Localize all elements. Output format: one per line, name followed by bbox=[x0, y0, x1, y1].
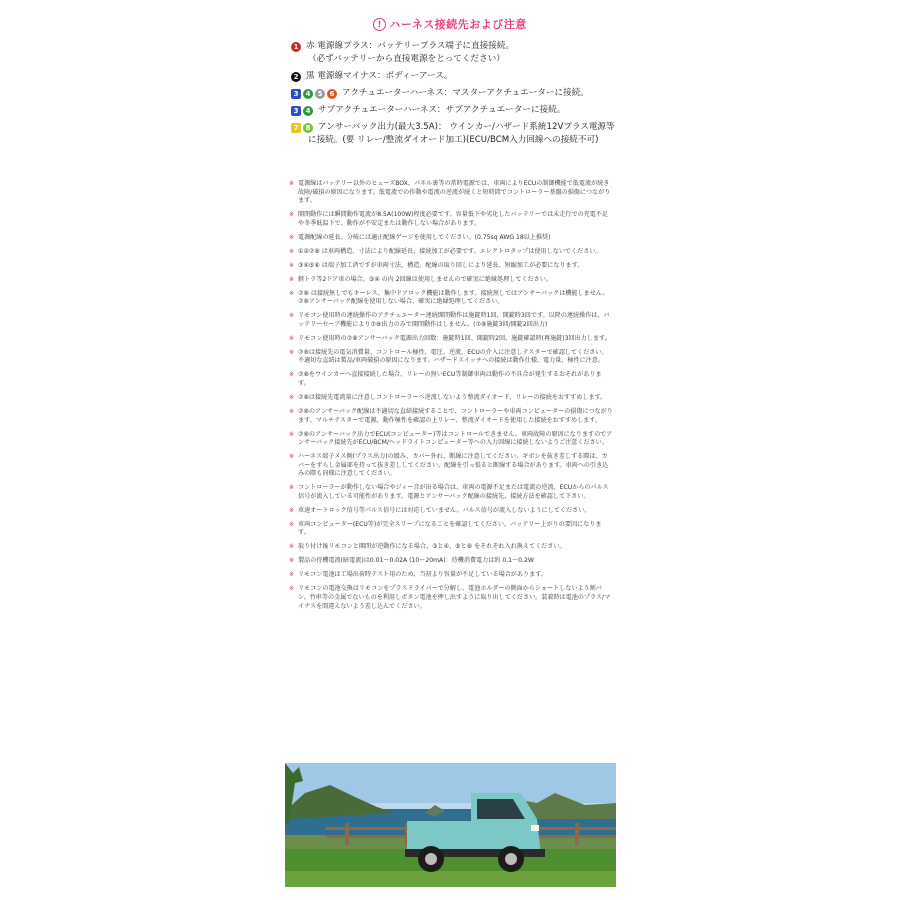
note-item bbox=[289, 335, 613, 344]
truck-photo bbox=[285, 763, 616, 887]
wire-number-badge: 4 bbox=[303, 106, 313, 116]
note-item bbox=[289, 211, 613, 228]
note-text: ⑦⑧のアンサーバック配線は不適切な直結接続することで、コントローラーや車両コンピューターの損傷につながります。マルチテスターで電源、動作極性を確認の上リレー、整流ダイオードを使用した接続をおすすめします。 bbox=[298, 407, 613, 424]
note-text: リモコン使用時の⑦⑧アンサーバック電源出力回数：施錠時1回、開錠時2回、施錠確認時(再施錠)3回出力します。 bbox=[298, 334, 611, 342]
note-mark: ※ bbox=[289, 211, 295, 219]
note-mark: ※ bbox=[289, 312, 295, 320]
caution-notes bbox=[289, 180, 613, 617]
wiring-line bbox=[291, 40, 621, 53]
note-mark: ※ bbox=[289, 233, 295, 241]
note-item bbox=[289, 507, 613, 516]
note-text: リモコンの電池交換はリモコンをプラスドライバーで分解し、電池ホルダーの側面からショートしないよう割バシ、竹串等の金属でないものを利用しボタン電池を押し出すように取り出してください。装着時は電池のプラス/マイナスを間違えないよう差し込んでください。 bbox=[298, 585, 611, 610]
note-mark: ※ bbox=[289, 334, 295, 342]
note-mark: ※ bbox=[289, 453, 295, 461]
note-text: ⑦⑧は接続先の電気消費量、コントロール極性、電圧、逆流、ECUの介入に注意しテスターで確認してください。不適切な直結は製品/車両破損の原因になります。ハザードスイッチへの接続は動作仕様、電力量、極性に注意。 bbox=[298, 348, 608, 365]
wiring-line bbox=[291, 104, 621, 117]
wiring-row bbox=[291, 40, 621, 66]
note-mark: ※ bbox=[289, 557, 295, 565]
note-item bbox=[289, 394, 613, 403]
note-text: コントローラーが動作しない場合やジィー音が出る場合は、車両の電源不足または電流の逆流、ECUからのパルス信号が流入している可能性があります。電源とアンサーバック配線の接続先、接続方法を確認して下さい。 bbox=[298, 484, 609, 500]
note-mark: ※ bbox=[289, 348, 295, 356]
wire-number-badge: 8 bbox=[303, 123, 313, 133]
wire-number-badge: 3 bbox=[291, 106, 301, 116]
section-title bbox=[0, 16, 900, 32]
note-item bbox=[289, 180, 613, 206]
note-text: ⑦⑧のアンサーバック出力でECU(コンピューター)等はコントロールできません。車両故障の原因になりますのでアンサーバック接続先がECU/BCM/ヘッドライトコンピューター等への入力回線に接続しないようご注意ください。 bbox=[298, 430, 613, 447]
wiring-text: サブアクチュエーターハーネス：サブアクチュエーターに接続。 bbox=[318, 105, 566, 115]
note-mark: ※ bbox=[289, 289, 295, 297]
wire-number-badge: 2 bbox=[291, 72, 301, 82]
note-item bbox=[289, 484, 613, 501]
note-text: 開閉動作には瞬間動作電流が8.5A(100W)程度必要です。容量低下や劣化したバッテリーでは未走行での充電不足や冬季低温下で、動作が不安定または動作しない場合があります。 bbox=[298, 211, 609, 227]
exclamation-circle-icon: ! bbox=[373, 18, 386, 31]
wiring-row bbox=[291, 87, 621, 100]
wiring-text: 黒 電源線マイナス：ボディーアース。 bbox=[306, 71, 453, 81]
note-text: ③④⑤⑥ は端子加工済ですが車両寸法、構造、配線の取り回しにより延長、短縮加工が必要になります。 bbox=[298, 261, 584, 269]
note-item bbox=[289, 290, 613, 307]
wiring-text: アクチュエーターハーネス：マスターアクチュエーターに接続。 bbox=[342, 88, 589, 98]
note-item bbox=[289, 557, 613, 566]
note-text: ①②⑦⑧ は車両構造、寸法により配線延長、接続加工が必要です。エレクトロタップは使用しないでください。 bbox=[298, 247, 602, 255]
wiring-line bbox=[291, 121, 621, 134]
note-item bbox=[289, 453, 613, 479]
note-item bbox=[289, 349, 613, 366]
wire-number-badge: 5 bbox=[315, 89, 325, 99]
note-mark: ※ bbox=[289, 543, 295, 551]
note-mark: ※ bbox=[289, 275, 295, 283]
note-mark: ※ bbox=[289, 506, 295, 514]
wiring-row bbox=[291, 104, 621, 117]
note-text: ハーネス端子メス側(プラス出力)の緩み、カバー外れ、断線に注意してください。ギボシを抜き差しする際は、カバーをずらし金属部を持って抜き差ししてください。配線を引っ張ると断線する場合があります。車両への引き込みの際も同様に注意してください。 bbox=[298, 453, 609, 478]
note-text: 電源配線の延長、分岐には適正配線ゲージを使用してください。(0.75sq AWG 18以上推奨) bbox=[298, 233, 551, 241]
note-text: 取り付け後リモコンと開閉が逆動作になる場合、③と④、⑤と⑥ をそれぞれ入れ換えてください。 bbox=[298, 543, 566, 551]
wire-number-badge: 4 bbox=[303, 89, 313, 99]
note-mark: ※ bbox=[289, 484, 295, 492]
note-mark: ※ bbox=[289, 247, 295, 255]
note-text: リモコン電池は工場出荷時テスト用のため、当初より容量が不足している場合があります。 bbox=[298, 571, 547, 579]
wire-number-badge: 1 bbox=[291, 42, 301, 52]
note-text: 軽トラ等2ドア車の場合、③④ の内 2回線は使用しませんので確実に絶縁処理してください。 bbox=[298, 275, 552, 283]
note-item bbox=[289, 571, 613, 580]
note-item bbox=[289, 248, 613, 257]
note-text: ⑦⑧ は接続無しでもキーレス、集中ドアロック機能は動作します。接続無しではアンサーバックは機能しません。⑦⑧アンサーバック配線を使用しない場合、確実に絶縁処理してください。 bbox=[298, 289, 609, 306]
note-item bbox=[289, 543, 613, 552]
note-item bbox=[289, 234, 613, 243]
note-item bbox=[289, 408, 613, 425]
section-title-text: ハーネス接続先および注意 bbox=[389, 18, 527, 31]
wiring-subtext: に接続。(要 リレー/整流ダイオード加工)(ECU/BCM入力回線への接続不可) bbox=[308, 135, 599, 145]
note-mark: ※ bbox=[289, 520, 295, 528]
note-item bbox=[289, 276, 613, 285]
wire-number-badge: 3 bbox=[291, 89, 301, 99]
note-mark: ※ bbox=[289, 585, 295, 593]
note-text: 電源線はバッテリー以外のヒューズBOX、パネル裏等の常時電源では、車両によりECUの制御機能で低電流が続き故障/破損の原因になります。低電流での作動や電流の逆流が続くと短時間でコントローラー基盤の損傷につながります。 bbox=[298, 180, 611, 205]
note-text: ⑦⑧をウインカーへ直接接続した場合、リレーの無いECU等制御車両は動作の不具合が発生するおそれがあります。 bbox=[298, 371, 602, 387]
wire-number-badge: 7 bbox=[291, 123, 301, 133]
wiring-list bbox=[291, 40, 621, 151]
wiring-row bbox=[291, 121, 621, 147]
note-text: リモコン使用時の連続操作のアクチュエーター連続開閉動作は施錠時1回、開錠時3回です。以降の連続操作は、バッテリーセーブ機能により⑦⑧出力のみで開閉動作はしません。(⑦⑧施錠3回/開錠2回出力) bbox=[298, 312, 610, 328]
wiring-line bbox=[291, 87, 621, 100]
wire-number-badge: 6 bbox=[327, 89, 337, 99]
note-text: 製品の待機電流(暗電流)は0.01〜0.02A (10〜20mA)：待機消費電力は約 0.1〜0.2W bbox=[298, 557, 534, 565]
note-mark: ※ bbox=[289, 371, 295, 379]
note-text: 車速オートロック信号等パルス信号には対応していません。パルス信号が流入しないようにしてください。 bbox=[298, 506, 591, 514]
note-item bbox=[289, 521, 613, 538]
note-item bbox=[289, 312, 613, 329]
wiring-text: 赤 電源線プラス：バッテリープラス端子に直接接続。 bbox=[306, 41, 515, 51]
wiring-text: アンサーバック出力(最大3.5A)： ウインカー/ハザード系統12Vプラス電源等 bbox=[318, 122, 615, 132]
note-item bbox=[289, 585, 613, 611]
wiring-subtext: （必ずバッテリーから直接電源をとってください） bbox=[308, 54, 505, 64]
note-text: ⑦⑧は接続先電流量に注意しコントローラーへ逆流しないよう整流ダイオード、リレーの接続をおすすめします。 bbox=[298, 393, 607, 401]
note-mark: ※ bbox=[289, 407, 295, 415]
note-mark: ※ bbox=[289, 430, 295, 438]
note-text: 車両コンピューター(ECU等)が完全スリープになることを確認してください。バッテリー上がりの要因になります。 bbox=[298, 520, 602, 537]
note-mark: ※ bbox=[289, 180, 295, 187]
note-item bbox=[289, 262, 613, 271]
note-mark: ※ bbox=[289, 393, 295, 401]
note-mark: ※ bbox=[289, 571, 295, 579]
note-item bbox=[289, 371, 613, 388]
note-mark: ※ bbox=[289, 261, 295, 269]
wiring-row bbox=[291, 70, 621, 83]
wiring-line bbox=[291, 70, 621, 83]
note-item bbox=[289, 431, 613, 448]
